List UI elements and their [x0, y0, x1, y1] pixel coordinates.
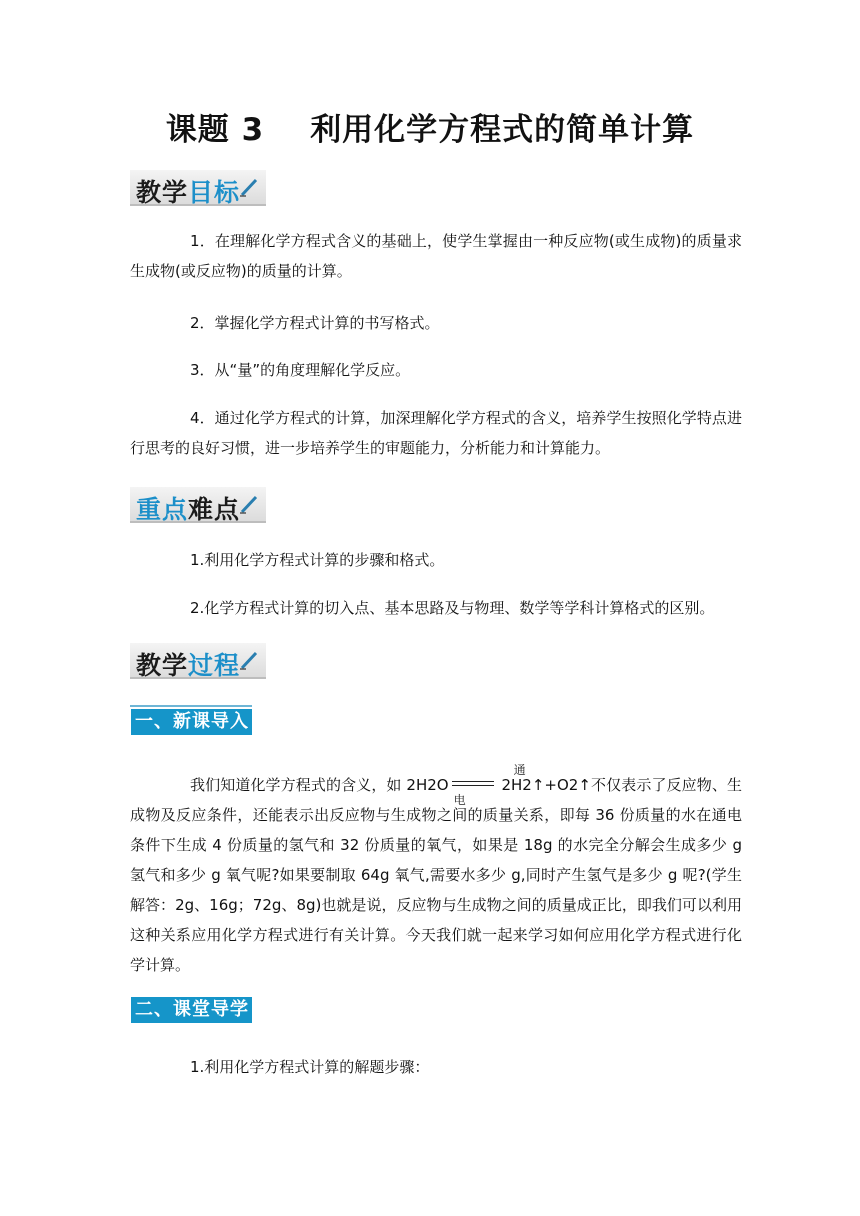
goal-item: 4．通过化学方程式的计算，加深理解化学方程式的含义，培养学生按照化学特点进行思考的良好习惯，进一步培养学生的审题能力，分析能力和计算能力。 — [130, 409, 742, 457]
badge-text-blue: 目标 — [188, 178, 241, 207]
badge-text-blue: 过程 — [188, 651, 241, 680]
pen-icon — [238, 493, 260, 515]
pen-icon — [238, 176, 260, 198]
lesson-title: 利用化学方程式的简单计算 — [310, 112, 695, 148]
page-title — [0, 104, 860, 149]
step-item: 1.利用化学方程式计算的解题步骤： — [190, 1058, 430, 1076]
badge-text-dark: 教学 — [136, 178, 189, 207]
teaching-process-badge — [130, 643, 266, 679]
goal-item: 1．在理解化学方程式含义的基础上，使学生掌握由一种反应物(或生成物)的质量求生成物(或反应物)的质量的计算。 — [130, 232, 742, 280]
intro-text-before: 我们知道化学方程式的含义，如 2H2O — [190, 776, 449, 794]
reaction-condition-arrow — [452, 763, 526, 807]
intro-paragraph — [130, 763, 742, 980]
pen-icon — [238, 649, 260, 671]
teaching-goals-badge — [130, 170, 266, 206]
goal-item: 3．从“量”的角度理解化学反应。 — [190, 361, 411, 379]
goal-item: 2．掌握化学方程式计算的书写格式。 — [190, 314, 440, 332]
key-points-badge — [130, 487, 266, 523]
badge-text-dark: 难点 — [188, 495, 241, 524]
intro-text-after: 2H2↑+O2↑不仅表示了反应物、生成物及反应条件，还能表示出反应物与生成物之间的质量关系，即每 36 份质量的水在通电条件下生成 4 份质量的氢气和 32 份质量的氧气，如果是 18g 的水完全分解会生成多少 g 氢气和多少 g 氧气呢?如果要制取 64g 氧气,需要水多少 g,同时产生氢气是多少 g 呢?(学生解答：2g、16g；72g、8g)也就是说，反应物与生成物之间的质量成正比，即我们可以利用这种关系应用化学方程式进行有关计算。今天我们就一起来学习如何应用化学方程式进行化学计算。 — [130, 776, 742, 974]
focus-item: 2.化学方程式计算的切入点、基本思路及与物理、数学等学科计算格式的区别。 — [190, 599, 715, 617]
heading-intro: 一、新课导入 — [131, 709, 252, 735]
badge-text-blue: 重点 — [136, 495, 189, 524]
badge-text-dark: 教学 — [136, 651, 189, 680]
lesson-number: 课题 3 — [165, 112, 265, 148]
reaction-condition-label: 通电 — [453, 763, 526, 807]
divider — [130, 705, 252, 707]
focus-item: 1.利用化学方程式计算的步骤和格式。 — [190, 551, 445, 569]
heading-class: 二、课堂导学 — [131, 997, 252, 1023]
